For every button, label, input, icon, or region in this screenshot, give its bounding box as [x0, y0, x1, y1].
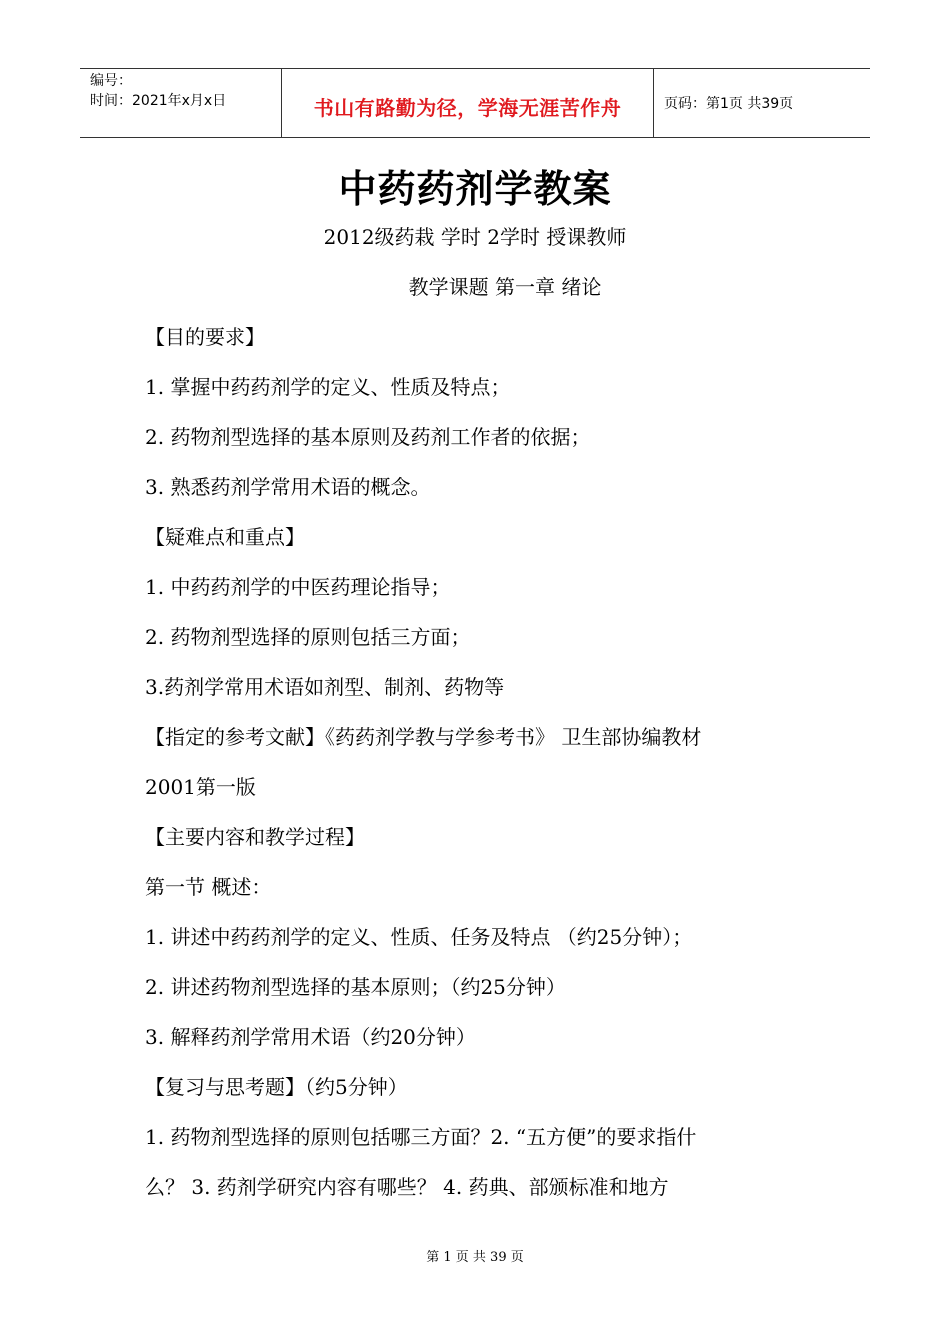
body-line: 3. 解释药剂学常用术语（约20分钟） — [145, 1025, 476, 1049]
section-heading: 【复习与思考题】（约5分钟） — [145, 1075, 408, 1099]
page-footer: 第 1 页 共 39 页 — [426, 1250, 524, 1265]
section-heading: 【目的要求】 — [145, 325, 265, 349]
body-line: 1. 掌握中药药剂学的定义、性质及特点； — [145, 375, 511, 399]
lesson-topic: 教学课题 第一章 绪论 — [408, 275, 602, 299]
body-line: 第一节 概述： — [145, 875, 272, 899]
body-line: 3. 熟悉药剂学常用术语的概念。 — [145, 475, 431, 499]
body-line: 2001第一版 — [145, 775, 256, 799]
body-line: 1. 中药药剂学的中医药理论指导； — [145, 575, 451, 599]
header-motto-cell — [282, 69, 654, 137]
body-line: 2. 药物剂型选择的基本原则及药剂工作者的依据； — [145, 425, 591, 449]
document-subtitle: 2012级药栽 学时 2学时 授课教师 — [323, 225, 627, 249]
header-table — [80, 68, 870, 138]
section-heading: 【主要内容和教学过程】 — [145, 825, 365, 849]
header-page-cell — [654, 69, 870, 137]
body-line: 1. 药物剂型选择的原则包括哪三方面？2. “五方便”的要求指什 — [145, 1125, 697, 1149]
header-meta-cell — [80, 69, 282, 137]
section-heading: 【疑难点和重点】 — [145, 525, 305, 549]
body-line: 1. 讲述中药药剂学的定义、性质、任务及特点 （约25分钟）； — [145, 925, 693, 949]
body-line: 3.药剂学常用术语如剂型、制剂、药物等 — [145, 675, 505, 699]
motto-text: 书山有路勤为径，学海无涯苦作舟 — [313, 95, 622, 120]
date-label: 时间：2021年x月x日 — [90, 93, 227, 109]
number-label: 编号： — [90, 73, 132, 89]
page-info: 页码：第1页 共39页 — [664, 96, 794, 112]
document-title: 中药药剂学教案 — [338, 167, 612, 211]
body-line: 2. 讲述药物剂型选择的基本原则；（约25分钟） — [145, 975, 566, 999]
section-heading: 【指定的参考文献】《药药剂学教与学参考书》 卫生部协编教材 — [145, 725, 702, 749]
body-line: 么？ 3. 药剂学研究内容有哪些？ 4. 药典、部颁标准和地方 — [145, 1175, 669, 1199]
body-line: 2. 药物剂型选择的原则包括三方面； — [145, 625, 471, 649]
